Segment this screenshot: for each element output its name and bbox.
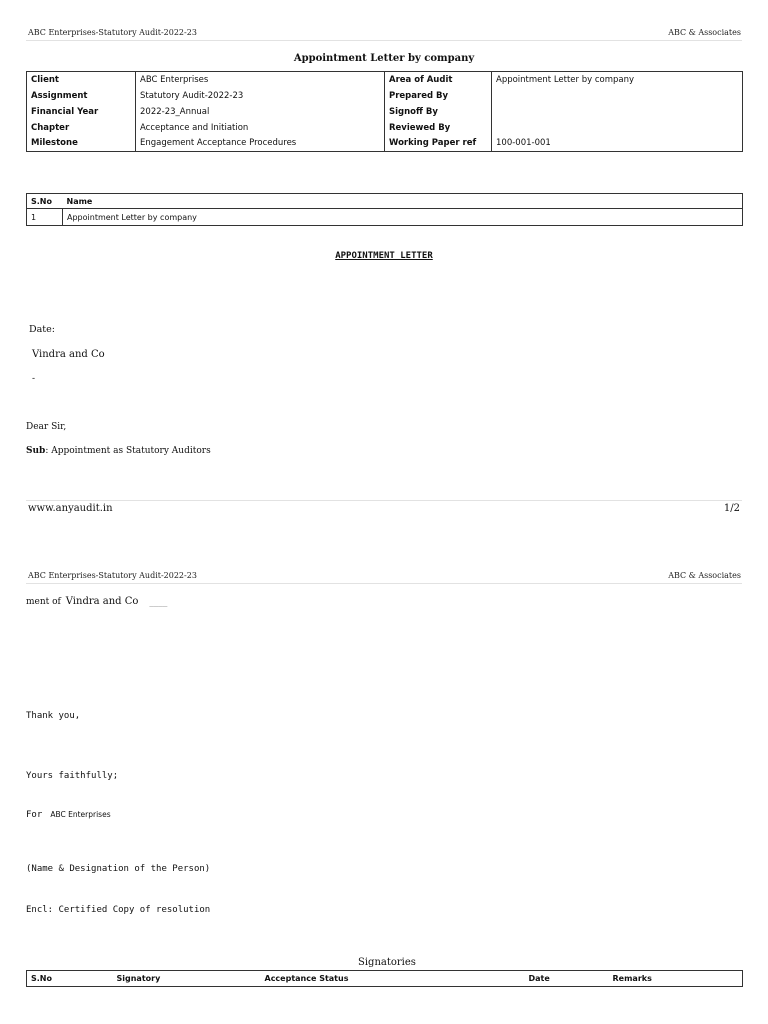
meta-value2: Appointment Letter by company [496, 74, 635, 85]
meta-row [27, 88, 743, 104]
table-row [27, 209, 743, 226]
meta-label2: Working Paper ref [385, 136, 492, 152]
document-list-table [26, 193, 743, 226]
subject-line [26, 446, 211, 456]
for-label: For [26, 810, 43, 820]
enclosure-note: Encl: Certified Copy of resolution [26, 905, 211, 915]
row-name: Appointment Letter by company [67, 212, 197, 222]
meta-value2 [492, 120, 743, 136]
meta-label: Milestone [27, 136, 136, 152]
sig-col-acceptance-status: Acceptance Status [264, 974, 349, 983]
meta-value: 2022-23_Annual [136, 104, 385, 120]
meta-value: Statutory Audit-2022-23 [136, 88, 385, 104]
page-number: 1/2 [723, 503, 740, 514]
name-designation: (Name & Designation of the Person) [26, 864, 211, 874]
meta-label: Client [27, 72, 136, 88]
meta-label2: Prepared By [385, 88, 492, 104]
column-header-sno: S.No [27, 194, 63, 209]
date-label: Date: [29, 324, 55, 335]
for-company-line [26, 802, 111, 821]
meta-value: Acceptance and Initiation [136, 120, 385, 136]
address-placeholder: - [32, 374, 36, 384]
signatories-title: Signatories [358, 957, 416, 968]
doc-title: Appointment Letter by company [293, 53, 475, 64]
meta-label: Assignment [27, 88, 136, 104]
continuation-prefix: ment of [26, 597, 61, 607]
subject-label: Sub [26, 446, 46, 456]
page2-header-left: ABC Enterprises-Statutory Audit-2022-23 [28, 571, 197, 580]
page1-header-left: ABC Enterprises-Statutory Audit-2022-23 [28, 28, 197, 37]
footer-website-link[interactable]: www.anyaudit.in [28, 503, 113, 514]
meta-label2: Reviewed By [385, 120, 492, 136]
continuation-line [26, 596, 167, 607]
meta-label: Chapter [27, 120, 136, 136]
addressee-name: Vindra and Co [32, 349, 105, 360]
page2-header-right: ABC & Associates [668, 571, 741, 580]
sig-col-remarks: Remarks [612, 974, 652, 983]
thank-you: Thank you, [26, 711, 81, 721]
page1-header-right: ABC & Associates [668, 28, 741, 37]
meta-value2: 100-001-001 [496, 138, 551, 149]
salutation: Dear Sir, [26, 422, 67, 432]
sig-col-date: Date [528, 974, 550, 983]
page2-header-divider [26, 583, 742, 584]
page1-header-divider [26, 40, 742, 41]
meta-value: ABC Enterprises [136, 72, 385, 88]
meta-row [27, 120, 743, 136]
meta-value2 [492, 104, 743, 120]
meta-value: Engagement Acceptance Procedures [136, 136, 385, 152]
meta-label2: Signoff By [385, 104, 492, 120]
subject-text: : Appointment as Statutory Auditors [45, 446, 211, 456]
meta-table [26, 71, 743, 152]
sig-col-signatory: Signatory [116, 974, 161, 983]
row-sno: 1 [27, 209, 63, 226]
sig-col-sno: S.No [31, 974, 52, 983]
meta-value2 [492, 88, 743, 104]
meta-label: Financial Year [27, 104, 136, 120]
meta-row [27, 72, 743, 88]
yours-faithfully: Yours faithfully; [26, 771, 119, 781]
continuation-blank: ____ [149, 597, 168, 607]
meta-row [27, 104, 743, 120]
column-header-name: Name [63, 194, 743, 209]
signatories-table [26, 970, 743, 987]
letter-heading: APPOINTMENT LETTER [335, 251, 433, 261]
meta-row [27, 136, 743, 152]
for-company: ABC Enterprises [50, 810, 111, 819]
page1-footer-divider [26, 500, 742, 501]
meta-label2: Area of Audit [385, 72, 492, 88]
continuation-name: Vindra and Co [65, 596, 139, 607]
